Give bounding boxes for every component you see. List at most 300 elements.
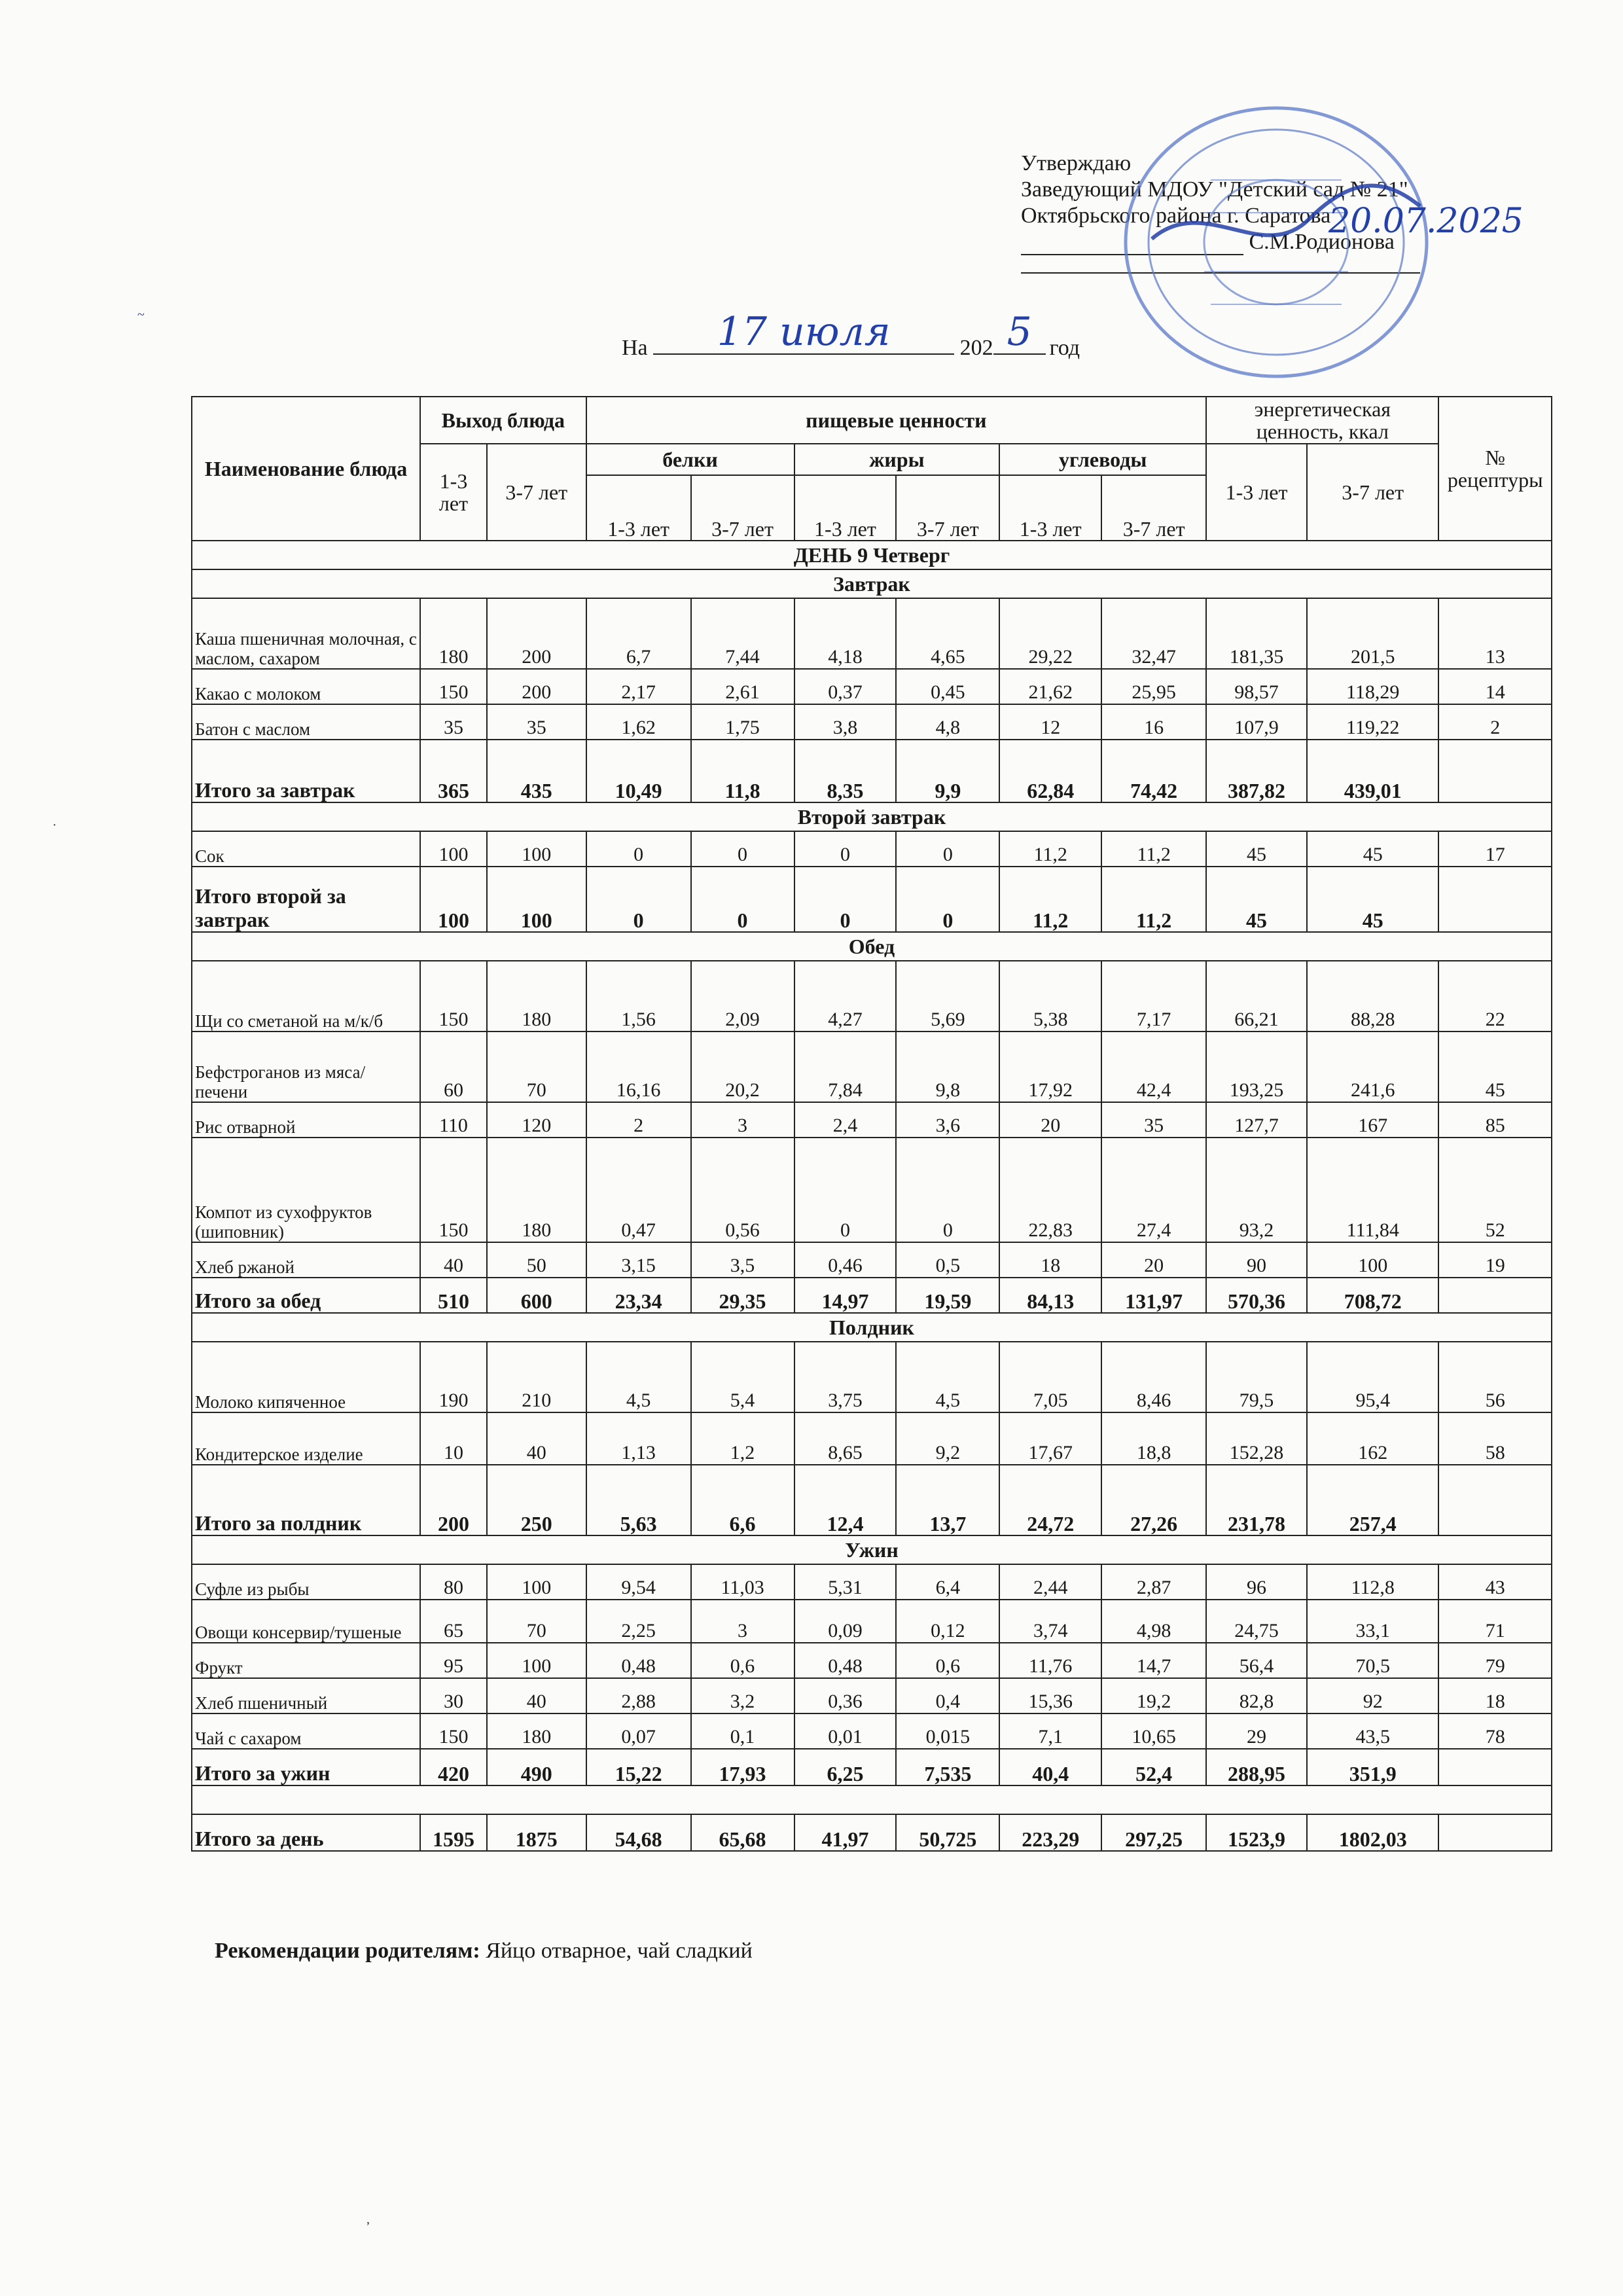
table-cell: 21,62 — [999, 669, 1101, 704]
dish-name: Хлеб ржаной — [192, 1242, 420, 1278]
section-header-row — [192, 1313, 1552, 1342]
table-row — [192, 1342, 1552, 1412]
header-fat-1-3: 1-3 лет — [794, 475, 897, 541]
table-cell: 20 — [999, 1102, 1101, 1138]
table-cell: 20 — [1101, 1242, 1206, 1278]
table-cell: 71 — [1438, 1600, 1552, 1643]
table-cell: 193,25 — [1206, 1031, 1307, 1102]
header-carbs-1-3: 1-3 лет — [999, 475, 1101, 541]
table-cell: 20,2 — [691, 1031, 794, 1102]
header-carbs: углеводы — [999, 444, 1206, 475]
table-cell: 27,4 — [1101, 1138, 1206, 1242]
table-cell: 127,7 — [1206, 1102, 1307, 1138]
table-cell: 200 — [487, 669, 586, 704]
table-row — [192, 1031, 1552, 1102]
table-row — [192, 831, 1552, 867]
table-cell: 43,5 — [1307, 1713, 1439, 1749]
day-total-cell: 1875 — [487, 1814, 586, 1851]
table-cell: 2,25 — [586, 1600, 691, 1643]
dish-name: Фрукт — [192, 1643, 420, 1678]
table-cell: 32,47 — [1101, 598, 1206, 669]
table-cell: 7,17 — [1101, 961, 1206, 1031]
table-row — [192, 1600, 1552, 1643]
table-cell: 0,36 — [794, 1678, 897, 1713]
table-cell: 100 — [487, 1564, 586, 1600]
table-cell: 210 — [487, 1342, 586, 1412]
table-cell: 6,4 — [896, 1564, 999, 1600]
dish-name: Компот из сухофруктов (шиповник) — [192, 1138, 420, 1242]
day-total-cell: 41,97 — [794, 1814, 897, 1851]
table-cell: 3,75 — [794, 1342, 897, 1412]
day-total-row — [192, 1814, 1552, 1851]
total-cell: 11,8 — [691, 740, 794, 802]
table-cell: 3,6 — [896, 1102, 999, 1138]
table-cell: 4,8 — [896, 704, 999, 740]
total-cell: 62,84 — [999, 740, 1101, 802]
table-cell: 17,67 — [999, 1412, 1101, 1465]
table-cell: 10 — [420, 1412, 487, 1465]
table-cell: 190 — [420, 1342, 487, 1412]
table-cell: 0,6 — [691, 1643, 794, 1678]
total-cell: 19,59 — [896, 1278, 999, 1313]
table-cell: 180 — [420, 598, 487, 669]
total-cell: 11,2 — [999, 867, 1101, 932]
year-prefix: 202 — [959, 336, 993, 360]
dish-name: Рис отварной — [192, 1102, 420, 1138]
dish-name: Кондитерское изделие — [192, 1412, 420, 1465]
table-cell: 150 — [420, 1138, 487, 1242]
table-cell: 2 — [1438, 704, 1552, 740]
total-cell: 27,26 — [1101, 1465, 1206, 1535]
table-cell: 150 — [420, 669, 487, 704]
table-cell: 7,1 — [999, 1713, 1101, 1749]
day-total-cell: 1802,03 — [1307, 1814, 1439, 1851]
table-cell: 167 — [1307, 1102, 1439, 1138]
section-header-row — [192, 802, 1552, 831]
table-cell: 1,56 — [586, 961, 691, 1031]
table-cell: 0,48 — [794, 1643, 897, 1678]
day-total-label: Итого за день — [192, 1814, 420, 1851]
table-cell: 8,65 — [794, 1412, 897, 1465]
table-cell: 95 — [420, 1643, 487, 1678]
scan-speck-icon: · — [52, 818, 57, 833]
table-cell: 22,83 — [999, 1138, 1101, 1242]
parent-recommendation — [215, 1939, 753, 1964]
table-cell: 98,57 — [1206, 669, 1307, 704]
table-row — [192, 669, 1552, 704]
table-cell: 30 — [420, 1678, 487, 1713]
table-cell: 0,1 — [691, 1713, 794, 1749]
table-cell: 0,01 — [794, 1713, 897, 1749]
table-row — [192, 1643, 1552, 1678]
table-cell: 45 — [1206, 831, 1307, 867]
table-cell: 4,98 — [1101, 1600, 1206, 1643]
table-cell: 0,07 — [586, 1713, 691, 1749]
table-cell: 2,17 — [586, 669, 691, 704]
section-total-row — [192, 1465, 1552, 1535]
header-recipe: № рецептуры — [1438, 397, 1552, 541]
table-cell: 118,29 — [1307, 669, 1439, 704]
total-cell: 84,13 — [999, 1278, 1101, 1313]
table-cell: 35 — [420, 704, 487, 740]
table-cell: 9,8 — [896, 1031, 999, 1102]
table-cell: 29 — [1206, 1713, 1307, 1749]
section-total-row — [192, 1278, 1552, 1313]
table-cell: 95,4 — [1307, 1342, 1439, 1412]
handwritten-year-digit: 5 — [1007, 309, 1032, 355]
date-day-field — [653, 309, 954, 355]
total-cell: 351,9 — [1307, 1749, 1439, 1785]
spacer-row — [192, 1785, 1552, 1814]
total-cell — [1438, 1465, 1552, 1535]
day-title: ДЕНЬ 9 Четверг — [192, 541, 1552, 569]
table-cell: 3 — [691, 1102, 794, 1138]
total-label: Итого второй за завтрак — [192, 867, 420, 932]
table-cell: 2,44 — [999, 1564, 1101, 1600]
table-cell: 100 — [487, 831, 586, 867]
table-cell: 0,12 — [896, 1600, 999, 1643]
table-cell: 112,8 — [1307, 1564, 1439, 1600]
header-yield: Выход блюда — [420, 397, 586, 444]
dish-name: Батон с маслом — [192, 704, 420, 740]
total-cell: 15,22 — [586, 1749, 691, 1785]
table-cell: 78 — [1438, 1713, 1552, 1749]
header-dish-name: Наименование блюда — [192, 397, 420, 541]
total-cell: 40,4 — [999, 1749, 1101, 1785]
total-cell: 387,82 — [1206, 740, 1307, 802]
table-cell: 100 — [420, 831, 487, 867]
table-cell: 0,6 — [896, 1643, 999, 1678]
header-carbs-3-7: 3-7 лет — [1101, 475, 1206, 541]
table-cell: 120 — [487, 1102, 586, 1138]
table-cell: 8,46 — [1101, 1342, 1206, 1412]
table-cell: 56,4 — [1206, 1643, 1307, 1678]
table-cell: 0,45 — [896, 669, 999, 704]
table-cell: 1,75 — [691, 704, 794, 740]
table-cell: 65 — [420, 1600, 487, 1643]
table-cell: 152,28 — [1206, 1412, 1307, 1465]
dish-name: Хлеб пшеничный — [192, 1678, 420, 1713]
table-cell: 0,4 — [896, 1678, 999, 1713]
table-cell: 43 — [1438, 1564, 1552, 1600]
dish-name: Овощи консервир/тушеные — [192, 1600, 420, 1643]
table-cell: 0 — [586, 831, 691, 867]
table-cell: 3,74 — [999, 1600, 1101, 1643]
total-cell: 7,535 — [896, 1749, 999, 1785]
table-cell: 4,18 — [794, 598, 897, 669]
table-cell: 70,5 — [1307, 1643, 1439, 1678]
total-cell: 10,49 — [586, 740, 691, 802]
table-row — [192, 598, 1552, 669]
dish-name: Какао с молоком — [192, 669, 420, 704]
table-cell: 18,8 — [1101, 1412, 1206, 1465]
table-cell: 82,8 — [1206, 1678, 1307, 1713]
table-row — [192, 1678, 1552, 1713]
day-total-cell: 1523,9 — [1206, 1814, 1307, 1851]
header-protein: белки — [586, 444, 794, 475]
total-cell — [1438, 1749, 1552, 1785]
section-total-row — [192, 740, 1552, 802]
table-cell: 110 — [420, 1102, 487, 1138]
menu-body — [192, 541, 1552, 1851]
table-cell: 150 — [420, 1713, 487, 1749]
day-total-cell: 1595 — [420, 1814, 487, 1851]
section-header-row — [192, 932, 1552, 961]
table-cell: 0,09 — [794, 1600, 897, 1643]
table-cell: 4,27 — [794, 961, 897, 1031]
table-cell: 25,95 — [1101, 669, 1206, 704]
table-cell: 1,2 — [691, 1412, 794, 1465]
table-cell: 180 — [487, 1713, 586, 1749]
header-energy-1-3: 1-3 лет — [1206, 444, 1307, 541]
header-fat: жиры — [794, 444, 1000, 475]
table-cell: 0 — [896, 831, 999, 867]
table-row — [192, 1138, 1552, 1242]
section-header-row — [192, 569, 1552, 598]
table-cell: 100 — [487, 1643, 586, 1678]
total-cell: 288,95 — [1206, 1749, 1307, 1785]
scan-speck-icon: ~ — [137, 308, 145, 322]
total-cell — [1438, 740, 1552, 802]
header-energy-3-7: 3-7 лет — [1307, 444, 1439, 541]
table-cell: 11,76 — [999, 1643, 1101, 1678]
table-cell: 45 — [1438, 1031, 1552, 1102]
total-cell — [1438, 867, 1552, 932]
table-cell: 201,5 — [1307, 598, 1439, 669]
header-fat-3-7: 3-7 лет — [896, 475, 999, 541]
dish-name: Чай с сахаром — [192, 1713, 420, 1749]
handwritten-day-month: 17 июля — [717, 309, 891, 355]
total-cell: 250 — [487, 1465, 586, 1535]
header-protein-1-3: 1-3 лет — [586, 475, 691, 541]
table-cell: 40 — [420, 1242, 487, 1278]
header-yield-1-3: 1-3 лет — [420, 444, 487, 541]
table-cell: 66,21 — [1206, 961, 1307, 1031]
total-cell: 231,78 — [1206, 1465, 1307, 1535]
year-digit-field — [993, 309, 1046, 355]
table-cell: 11,03 — [691, 1564, 794, 1600]
dish-name: Суфле из рыбы — [192, 1564, 420, 1600]
total-cell: 0 — [896, 867, 999, 932]
table-row — [192, 961, 1552, 1031]
table-cell: 200 — [487, 598, 586, 669]
dish-name: Каша пшеничная молочная, с маслом, сахаром — [192, 598, 420, 669]
section-title: Ужин — [192, 1535, 1552, 1564]
date-suffix: год — [1049, 336, 1080, 360]
table-cell: 40 — [487, 1678, 586, 1713]
total-cell: 600 — [487, 1278, 586, 1313]
table-cell: 19 — [1438, 1242, 1552, 1278]
table-cell: 18 — [1438, 1678, 1552, 1713]
table-cell: 17 — [1438, 831, 1552, 867]
total-cell: 45 — [1206, 867, 1307, 932]
table-cell: 0,5 — [896, 1242, 999, 1278]
table-cell: 2,61 — [691, 669, 794, 704]
signer-name: С.М.Родионова — [1249, 230, 1395, 254]
table-cell: 9,54 — [586, 1564, 691, 1600]
section-title: Второй завтрак — [192, 802, 1552, 831]
table-cell: 0 — [691, 831, 794, 867]
table-cell: 1,62 — [586, 704, 691, 740]
day-total-cell: 223,29 — [999, 1814, 1101, 1851]
table-cell: 0 — [896, 1138, 999, 1242]
total-cell: 13,7 — [896, 1465, 999, 1535]
total-cell: 439,01 — [1307, 740, 1439, 802]
table-cell: 180 — [487, 961, 586, 1031]
table-cell: 79,5 — [1206, 1342, 1307, 1412]
approval-line: Заведующий МДОУ "Детский сад № 21" — [1021, 177, 1408, 202]
approval-line: Утверждаю — [1021, 151, 1132, 175]
table-cell: 79 — [1438, 1643, 1552, 1678]
table-cell: 70 — [487, 1031, 586, 1102]
table-cell: 0,48 — [586, 1643, 691, 1678]
seal-stamp-icon — [1113, 95, 1524, 383]
total-cell: 435 — [487, 740, 586, 802]
table-cell: 16 — [1101, 704, 1206, 740]
total-cell: 708,72 — [1307, 1278, 1439, 1313]
day-total-cell: 50,725 — [896, 1814, 999, 1851]
total-cell: 131,97 — [1101, 1278, 1206, 1313]
scan-speck-icon: , — [366, 2212, 370, 2227]
table-cell: 241,6 — [1307, 1031, 1439, 1102]
table-cell: 33,1 — [1307, 1600, 1439, 1643]
table-cell: 2,87 — [1101, 1564, 1206, 1600]
approval-line: Октябрьского района г. Саратова — [1021, 204, 1331, 228]
table-cell: 96 — [1206, 1564, 1307, 1600]
table-cell: 0,56 — [691, 1138, 794, 1242]
table-cell: 90 — [1206, 1242, 1307, 1278]
table-cell: 7,84 — [794, 1031, 897, 1102]
table-cell: 5,4 — [691, 1342, 794, 1412]
table-cell: 4,5 — [896, 1342, 999, 1412]
table-cell: 56 — [1438, 1342, 1552, 1412]
dish-name: Сок — [192, 831, 420, 867]
header-nutrition: пищевые ценности — [586, 397, 1207, 444]
dish-name: Щи со сметаной на м/к/б — [192, 961, 420, 1031]
table-cell: 2,88 — [586, 1678, 691, 1713]
table-cell: 11,2 — [999, 831, 1101, 867]
menu-date-row — [622, 309, 1080, 361]
day-total-cell: 54,68 — [586, 1814, 691, 1851]
total-cell: 52,4 — [1101, 1749, 1206, 1785]
table-cell: 3,5 — [691, 1242, 794, 1278]
table-cell: 40 — [487, 1412, 586, 1465]
total-cell: 365 — [420, 740, 487, 802]
table-cell: 14 — [1438, 669, 1552, 704]
table-cell: 7,44 — [691, 598, 794, 669]
total-cell: 0 — [586, 867, 691, 932]
table-row — [192, 1242, 1552, 1278]
header-energy: энергетическая ценность, ккал — [1206, 397, 1438, 444]
day-total-cell — [1438, 1814, 1552, 1851]
table-cell: 19,2 — [1101, 1678, 1206, 1713]
total-label: Итого за полдник — [192, 1465, 420, 1535]
table-cell: 3,8 — [794, 704, 897, 740]
total-cell: 6,25 — [794, 1749, 897, 1785]
table-cell: 17,92 — [999, 1031, 1101, 1102]
table-cell: 5,31 — [794, 1564, 897, 1600]
total-cell: 8,35 — [794, 740, 897, 802]
dish-name: Бефстроганов из мяса/печени — [192, 1031, 420, 1102]
total-cell: 257,4 — [1307, 1465, 1439, 1535]
table-cell: 45 — [1307, 831, 1439, 867]
total-cell: 11,2 — [1101, 867, 1206, 932]
recommendation-label: Рекомендации родителям: — [215, 1939, 480, 1963]
table-cell: 0 — [794, 831, 897, 867]
table-cell: 52 — [1438, 1138, 1552, 1242]
table-cell: 22 — [1438, 961, 1552, 1031]
table-cell: 42,4 — [1101, 1031, 1206, 1102]
table-cell: 7,05 — [999, 1342, 1101, 1412]
spacer-cell — [192, 1785, 1552, 1814]
total-cell: 0 — [794, 867, 897, 932]
day-total-cell: 297,25 — [1101, 1814, 1206, 1851]
table-cell: 35 — [487, 704, 586, 740]
table-cell: 119,22 — [1307, 704, 1439, 740]
table-cell: 111,84 — [1307, 1138, 1439, 1242]
total-cell: 100 — [420, 867, 487, 932]
table-row — [192, 1102, 1552, 1138]
total-cell: 420 — [420, 1749, 487, 1785]
total-cell: 6,6 — [691, 1465, 794, 1535]
total-cell: 510 — [420, 1278, 487, 1313]
total-cell: 200 — [420, 1465, 487, 1535]
table-cell: 10,65 — [1101, 1713, 1206, 1749]
total-cell: 45 — [1307, 867, 1439, 932]
table-cell: 35 — [1101, 1102, 1206, 1138]
total-label: Итого за обед — [192, 1278, 420, 1313]
table-cell: 180 — [487, 1138, 586, 1242]
table-cell: 3,2 — [691, 1678, 794, 1713]
total-label: Итого за ужин — [192, 1749, 420, 1785]
table-cell: 181,35 — [1206, 598, 1307, 669]
total-cell: 100 — [487, 867, 586, 932]
table-cell: 2,09 — [691, 961, 794, 1031]
total-cell: 9,9 — [896, 740, 999, 802]
table-cell: 0,46 — [794, 1242, 897, 1278]
date-prefix: На — [622, 336, 648, 360]
total-cell: 570,36 — [1206, 1278, 1307, 1313]
total-cell: 74,42 — [1101, 740, 1206, 802]
total-cell: 490 — [487, 1749, 586, 1785]
table-cell: 4,5 — [586, 1342, 691, 1412]
table-cell: 162 — [1307, 1412, 1439, 1465]
table-cell: 14,7 — [1101, 1643, 1206, 1678]
table-cell: 0,47 — [586, 1138, 691, 1242]
section-title: Полдник — [192, 1313, 1552, 1342]
table-cell: 3,15 — [586, 1242, 691, 1278]
table-cell: 88,28 — [1307, 961, 1439, 1031]
table-cell: 107,9 — [1206, 704, 1307, 740]
table-cell: 18 — [999, 1242, 1101, 1278]
table-cell: 0 — [794, 1138, 897, 1242]
table-cell: 0,37 — [794, 669, 897, 704]
table-cell: 50 — [487, 1242, 586, 1278]
total-cell: 24,72 — [999, 1465, 1101, 1535]
section-total-row — [192, 867, 1552, 932]
table-cell: 85 — [1438, 1102, 1552, 1138]
table-cell: 80 — [420, 1564, 487, 1600]
section-title: Обед — [192, 932, 1552, 961]
total-cell: 29,35 — [691, 1278, 794, 1313]
total-cell — [1438, 1278, 1552, 1313]
table-row — [192, 1412, 1552, 1465]
table-cell: 60 — [420, 1031, 487, 1102]
table-cell: 2 — [586, 1102, 691, 1138]
total-cell: 17,93 — [691, 1749, 794, 1785]
day-title-row — [192, 541, 1552, 569]
table-cell: 58 — [1438, 1412, 1552, 1465]
